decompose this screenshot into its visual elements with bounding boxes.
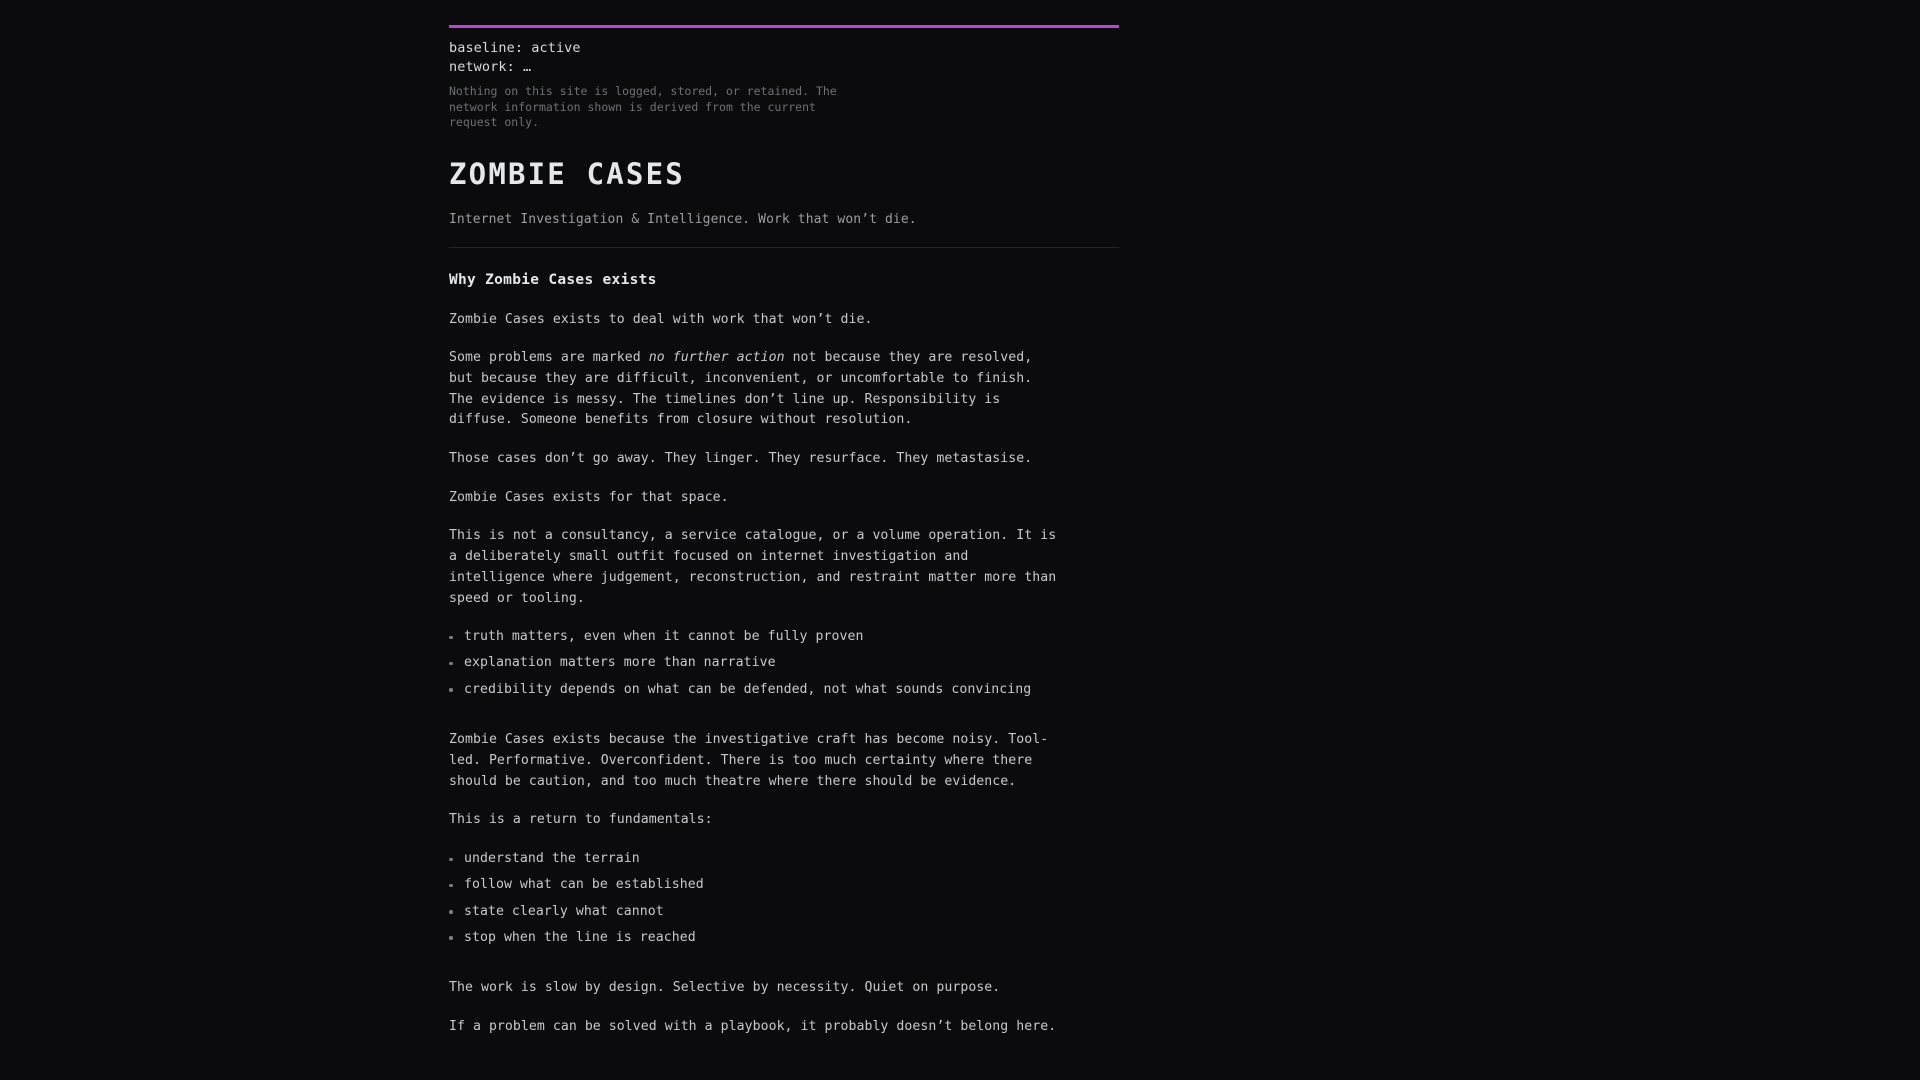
paragraph-7: This is a return to fundamentals: bbox=[449, 812, 713, 828]
page-title: ZOMBIE CASES bbox=[449, 156, 685, 191]
list-item-label: understand the terrain bbox=[464, 851, 640, 867]
list-item bbox=[449, 680, 1119, 701]
list-spacer bbox=[449, 966, 1119, 978]
list-item bbox=[449, 875, 1119, 896]
list-spacer bbox=[449, 718, 1119, 730]
list-item-label: state clearly what cannot bbox=[464, 903, 664, 919]
bullet-dot-icon bbox=[449, 858, 453, 862]
paragraph-2-suffix: not because they are resolved, but because they are difficult, inconvenient, or uncomfortable to finish. The evidence is messy. The timelines don’t line up. Responsibility is diffuse. Someone benefits from closure without resolution. bbox=[449, 350, 1033, 428]
principles-list bbox=[449, 627, 1119, 700]
bullet-dot-icon bbox=[449, 884, 453, 888]
main-content bbox=[449, 270, 1119, 1038]
list-item-label: follow what can be established bbox=[464, 877, 704, 893]
list-item-label: stop when the line is reached bbox=[464, 929, 696, 945]
list-item bbox=[449, 928, 1119, 949]
paragraph-6: Zombie Cases exists because the investigative craft has become noisy. Tool-led. Performative. Overconfident. There is too much certainty where there should be caution, and too much theatre where there should be evidence. bbox=[449, 732, 1049, 789]
paragraph-2-emphasis: no further action bbox=[648, 350, 785, 366]
list-item bbox=[449, 653, 1119, 674]
paragraph-9: If a problem can be solved with a playbook, it probably doesn’t belong here. bbox=[449, 1019, 1057, 1035]
paragraph-3: Those cases don’t go away. They linger. They resurface. They metastasise. bbox=[449, 451, 1033, 467]
list-item-label: credibility depends on what can be defended, not what sounds convincing bbox=[464, 681, 1032, 697]
list-item bbox=[449, 849, 1119, 870]
paragraph-2-prefix: Some problems are marked bbox=[449, 350, 649, 366]
section-heading: Why Zombie Cases exists bbox=[449, 271, 657, 288]
site-tagline: Internet Investigation & Intelligence. Work that won’t die. bbox=[449, 211, 917, 227]
paragraph-2 bbox=[449, 348, 1061, 431]
masthead bbox=[449, 157, 1119, 229]
bullet-dot-icon bbox=[449, 636, 453, 640]
network-status: network: … bbox=[449, 58, 532, 75]
paragraph-8: The work is slow by design. Selective by necessity. Quiet on purpose. bbox=[449, 980, 1001, 996]
paragraph-1: Zombie Cases exists to deal with work that won’t die. bbox=[449, 311, 873, 327]
content-column bbox=[449, 0, 1119, 1056]
list-item-label: explanation matters more than narrative bbox=[464, 655, 776, 671]
paragraph-5: This is not a consultancy, a service catalogue, or a volume operation. It is a deliberately small outfit focused on internet investigation and intelligence where judgement, reconstruction, and restraint matter more than speed or tooling. bbox=[449, 528, 1057, 606]
list-item-label: truth matters, even when it cannot be fully proven bbox=[464, 629, 864, 645]
privacy-note: Nothing on this site is logged, stored, or retained. The network information shown is derived from the current request only. bbox=[449, 84, 837, 129]
header-divider bbox=[449, 247, 1119, 248]
bullet-dot-icon bbox=[449, 936, 453, 940]
status-block bbox=[449, 39, 1119, 131]
list-item bbox=[449, 902, 1119, 923]
baseline-status: baseline: active bbox=[449, 40, 581, 56]
paragraph-4: Zombie Cases exists for that space. bbox=[449, 489, 729, 505]
list-item bbox=[449, 627, 1119, 648]
accent-rule bbox=[449, 25, 1119, 28]
bullet-dot-icon bbox=[449, 910, 453, 914]
bullet-dot-icon bbox=[449, 688, 453, 692]
fundamentals-list bbox=[449, 849, 1119, 948]
bullet-dot-icon bbox=[449, 662, 453, 666]
